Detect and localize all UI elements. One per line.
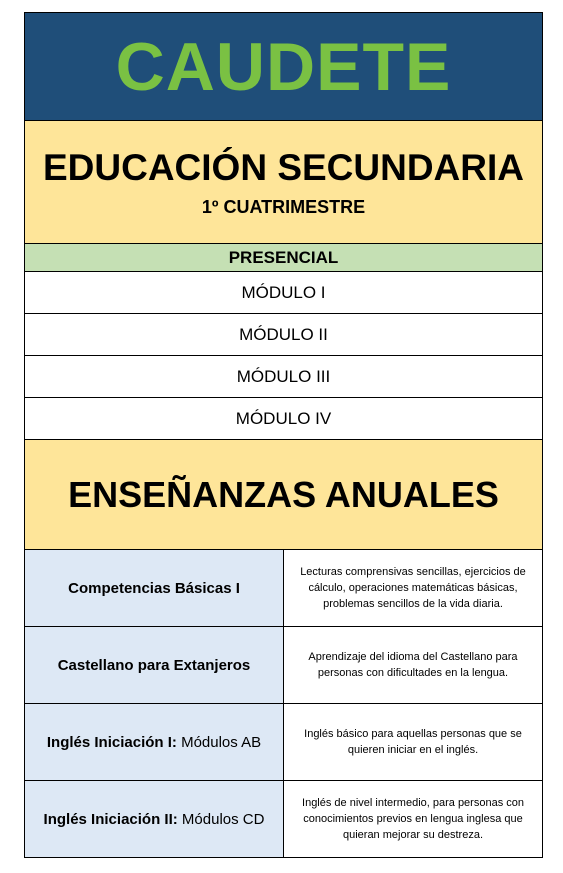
module-label: MÓDULO IV <box>235 408 332 428</box>
education-subtitle: 1º CUATRIMESTRE <box>201 196 366 217</box>
course-row <box>25 550 542 627</box>
page-title: CAUDETE <box>115 28 452 105</box>
course-name-bold: Castellano para Extanjeros <box>57 656 251 674</box>
course-name-bold: Inglés Iniciación II: <box>43 810 178 828</box>
course-name-bold: Inglés Iniciación I: <box>46 733 177 751</box>
education-title: EDUCACIÓN SECUNDARIA <box>42 146 525 188</box>
course-description: Lecturas comprensivas sencillas, ejercicios de cálculo, operaciones matemáticas básicas, problemas sencillos de la vida diaria. <box>300 566 526 610</box>
title-banner <box>25 13 542 121</box>
course-description: Inglés básico para aquellas personas que se quieren iniciar en el inglés. <box>304 728 522 756</box>
module-row <box>25 356 542 398</box>
course-name-detail: Módulos AB <box>176 733 262 751</box>
module-row <box>25 314 542 356</box>
module-label: MÓDULO I <box>241 282 326 302</box>
course-name <box>25 704 284 780</box>
education-section-header <box>25 121 542 244</box>
annual-title: ENSEÑANZAS ANUALES <box>68 473 499 515</box>
module-row <box>25 398 542 440</box>
course-row <box>25 781 542 857</box>
course-description: Aprendizaje del idioma del Castellano para personas con dificultades en la lengua. <box>308 651 518 679</box>
course-row <box>25 704 542 781</box>
course-description: Inglés de nivel intermedio, para personas con conocimientos previos en lengua inglesa que quieran mejorar su destreza. <box>302 797 524 841</box>
course-name-detail: Módulos CD <box>177 810 265 828</box>
module-row <box>25 272 542 314</box>
course-flyer <box>24 12 543 858</box>
course-name <box>25 550 284 626</box>
module-label: MÓDULO II <box>239 324 328 344</box>
course-row <box>25 627 542 704</box>
course-name-bold: Competencias Básicas I <box>68 579 240 597</box>
presencial-header <box>25 244 542 272</box>
presencial-label: PRESENCIAL <box>228 247 339 267</box>
course-name <box>25 781 284 857</box>
course-name <box>25 627 284 703</box>
module-label: MÓDULO III <box>236 366 331 386</box>
annual-section-header <box>25 440 542 550</box>
